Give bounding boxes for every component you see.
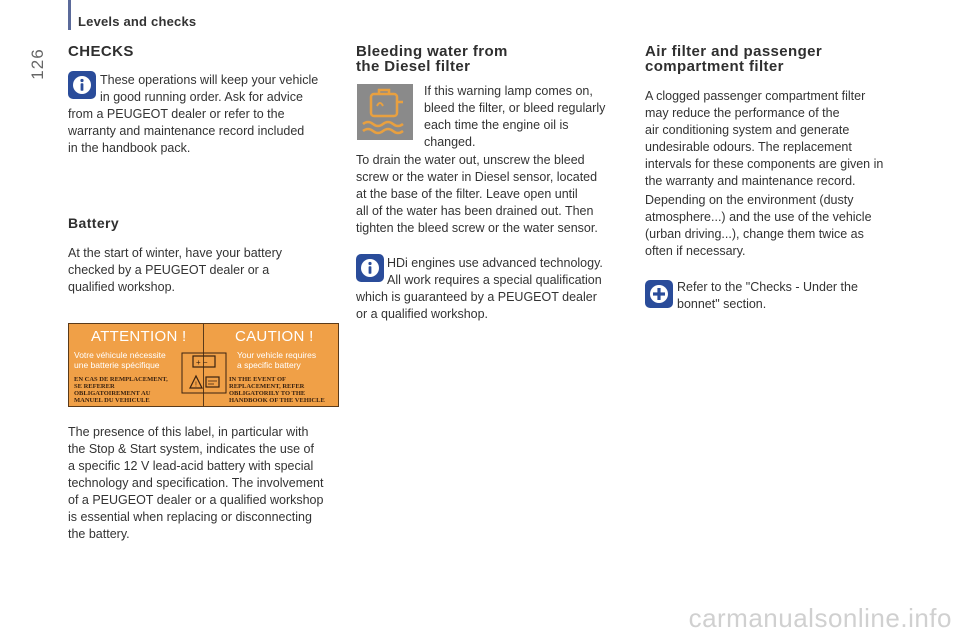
bleeding-hdi-line-1: HDi engines use advanced technology. [387, 256, 603, 270]
page-number-wrapper [26, 42, 50, 82]
water-in-diesel-warning-lamp-icon [357, 84, 413, 140]
air-filter-text1-line-2: may reduce the performance of the [645, 106, 840, 120]
label-right-sub-2: a specific battery [237, 360, 301, 370]
bleeding-drain-line-2: screw or the water in Diesel sensor, located [356, 170, 598, 184]
air-filter-text1-line-3: air conditioning system and generate [645, 123, 850, 137]
bleeding-hdi-line-3: which is guaranteed by a PEUGEOT dealer [356, 290, 597, 304]
air-filter-text1-line-5: intervals for these components are given in [645, 157, 884, 171]
air-filter-text2-line-4: often if necessary. [645, 244, 746, 258]
air-filter-refer-line-1: Refer to the "Checks - Under the [677, 280, 858, 294]
checks-heading: CHECKS [68, 43, 134, 60]
bleeding-heading-line-2: the Diesel filter [356, 58, 471, 75]
air-filter-text2-line-2: atmosphere...) and the use of the vehicle [645, 210, 872, 224]
svg-text:!: ! [195, 381, 197, 389]
bleeding-heading-line-1: Bleeding water from [356, 43, 508, 60]
air-filter-text1-line-1: A clogged passenger compartment filter [645, 89, 866, 103]
checks-intro-line-2: in good running order. Ask for advice [100, 90, 303, 104]
bleeding-lamp-line-3: each time the engine oil is [424, 118, 569, 132]
label-right-small-3: OBLIGATORILY TO THE [229, 390, 306, 397]
svg-text:+ −: + − [196, 358, 208, 367]
battery-after-line-1: The presence of this label, in particular with [68, 425, 309, 439]
battery-after-line-5: of a PEUGEOT dealer or a qualified workshop [68, 493, 324, 507]
air-filter-text1-line-6: the warranty and maintenance record. [645, 174, 856, 188]
label-right-small-1: IN THE EVENT OF [229, 376, 287, 383]
battery-caution-label [68, 323, 339, 407]
watermark: carmanualsonline.info [688, 603, 952, 633]
section-title: Levels and checks [78, 14, 197, 29]
label-right-small-2: REPLACEMENT, REFER [229, 383, 305, 390]
battery-after-line-2: the Stop & Start system, indicates the use of [68, 442, 314, 456]
label-left-small-4: MANUEL DU VEHICULE [74, 397, 150, 404]
label-left-sub-2: une batterie spécifique [74, 360, 160, 370]
bleeding-drain-line-4: all of the water has been drained out. Then [356, 204, 594, 218]
bleeding-lamp-line-2: bleed the filter, or bleed regularly [424, 101, 606, 115]
air-filter-text2-line-1: Depending on the environment (dusty [645, 193, 854, 207]
label-left-small-2: SE REFERER [74, 383, 115, 390]
plus-info-icon [645, 280, 673, 308]
air-filter-heading-line-2: compartment filter [645, 58, 784, 75]
battery-text-line-1: At the start of winter, have your battery [68, 246, 282, 260]
battery-text-line-2: checked by a PEUGEOT dealer or a [68, 263, 270, 277]
air-filter-refer-line-2: bonnet" section. [677, 297, 767, 311]
battery-warning-icon [181, 352, 227, 394]
bleeding-hdi-line-2: All work requires a special qualification [387, 273, 602, 287]
label-left-title: ATTENTION ! [91, 328, 187, 345]
info-icon [356, 254, 384, 282]
label-right-sub-1: Your vehicle requires [237, 350, 317, 360]
label-left-sub-1: Votre véhicule nécessite [74, 350, 166, 360]
header-accent-bar [68, 0, 71, 30]
battery-after-line-7: the battery. [68, 527, 130, 541]
battery-text-line-3: qualified workshop. [68, 280, 176, 294]
bleeding-drain-line-1: To drain the water out, unscrew the bleed [356, 153, 585, 167]
bleeding-lamp-line-4: changed. [424, 135, 476, 149]
label-right-small-4: HANDBOOK OF THE VEHICLE [229, 397, 325, 404]
checks-intro-line-4: warranty and maintenance record included [68, 124, 305, 138]
air-filter-text2-line-3: (urban driving...), change them twice as [645, 227, 864, 241]
air-filter-heading-line-1: Air filter and passenger [645, 43, 823, 60]
bleeding-hdi-line-4: or a qualified workshop. [356, 307, 489, 321]
label-right-title: CAUTION ! [235, 328, 314, 345]
bleeding-lamp-line-1: If this warning lamp comes on, [424, 84, 593, 98]
bleeding-drain-line-3: at the base of the filter. Leave open until [356, 187, 578, 201]
info-icon [68, 71, 96, 99]
air-filter-text1-line-4: undesirable odours. The replacement [645, 140, 852, 154]
label-left-small-1: EN CAS DE REMPLACEMENT, [74, 376, 168, 383]
page-number: 126 [28, 48, 47, 80]
label-left-small-3: OBLIGATOIREMENT AU [74, 390, 151, 397]
checks-intro-line-1: These operations will keep your vehicle [100, 73, 319, 87]
checks-intro-line-5: in the handbook pack. [68, 141, 191, 155]
battery-after-line-3: a specific 12 V lead-acid battery with special [68, 459, 314, 473]
battery-after-line-6: is essential when replacing or disconnecting [68, 510, 312, 524]
checks-intro-line-3: from a PEUGEOT dealer or refer to the [68, 107, 285, 121]
battery-after-line-4: technology and specification. The involvement [68, 476, 324, 490]
bleeding-drain-line-5: tighten the bleed screw or the water sensor. [356, 221, 598, 235]
battery-heading: Battery [68, 215, 120, 231]
